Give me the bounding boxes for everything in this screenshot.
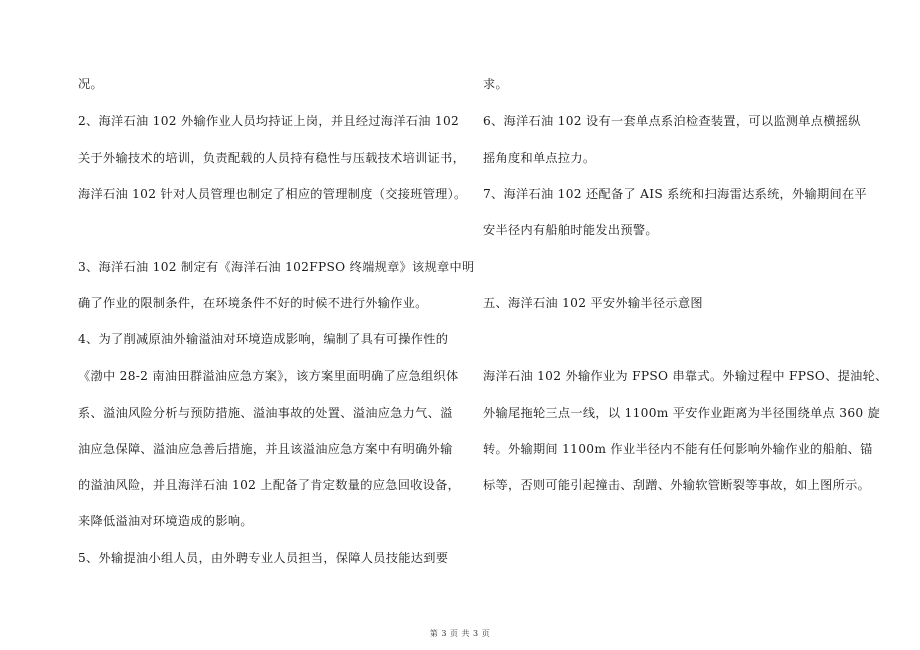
paragraph-line: 海洋石油 102 外输作业为 FPSO 串靠式。外输过程中 FPSO、提油轮、 — [483, 369, 888, 383]
paragraph-line: 7、海洋石油 102 还配备了 AIS 系统和扫海雷达系统，外输期间在平 — [483, 187, 867, 201]
paragraph-line: 系、溢油风险分析与预防措施、溢油事故的处置、溢油应急力气、溢 — [78, 406, 453, 420]
paragraph-line: 确了作业的限制条件，在环境条件不好的时候不进行外输作业。 — [78, 296, 428, 310]
paragraph-line: 标等，否则可能引起撞击、刮蹭、外输软管断裂等事故，如上图所示。 — [483, 478, 871, 492]
paragraph-line: 6、海洋石油 102 设有一套单点系泊检查装置，可以监测单点横摇纵 — [483, 114, 861, 128]
paragraph-line: 安半径内有船舶时能发出预警。 — [483, 223, 658, 237]
paragraph-line: 的溢油风险，并且海洋石油 102 上配备了肯定数量的应急回收设备， — [78, 478, 461, 492]
paragraph-line: 转。外输期间 1100m 作业半径内不能有任何影响外输作业的船舶、锚 — [483, 442, 873, 456]
paragraph-line: 况。 — [78, 77, 103, 91]
paragraph-line: 关于外输技术的培训，负责配载的人员持有稳性与压载技术培训证书， — [78, 151, 466, 165]
paragraph-line: 外输尾拖轮三点一线，以 1100m 平安作业距离为半径围绕单点 360 旋 — [483, 406, 881, 420]
paragraph-line: 摇角度和单点拉力。 — [483, 151, 596, 165]
paragraph-line: 《渤中 28-2 南油田群溢油应急方案》，该方案里面明确了应急组织体 — [78, 369, 459, 383]
page-number-footer: 第 3 页 共 3 页 — [429, 629, 491, 638]
paragraph-line: 油应急保障、溢油应急善后措施，并且该溢油应急方案中有明确外输 — [78, 442, 453, 456]
paragraph-line: 4、为了削减原油外输溢油对环境造成影响，编制了具有可操作性的 — [78, 332, 449, 346]
paragraph-line: 求。 — [483, 77, 508, 91]
paragraph-line: 来降低溢油对环境造成的影响。 — [78, 514, 253, 528]
paragraph-line: 5、外输提油小组人员，由外聘专业人员担当，保障人员技能达到要 — [78, 551, 449, 565]
paragraph-line: 海洋石油 102 针对人员管理也制定了相应的管理制度（交接班管理）。 — [78, 187, 467, 201]
section-heading: 五、海洋石油 102 平安外输半径示意图 — [483, 296, 703, 310]
paragraph-line: 2、海洋石油 102 外输作业人员均持证上岗，并且经过海洋石油 102 — [78, 114, 460, 128]
paragraph-line: 3、海洋石油 102 制定有《海洋石油 102FPSO 终端规章》该规章中明 — [78, 260, 475, 274]
